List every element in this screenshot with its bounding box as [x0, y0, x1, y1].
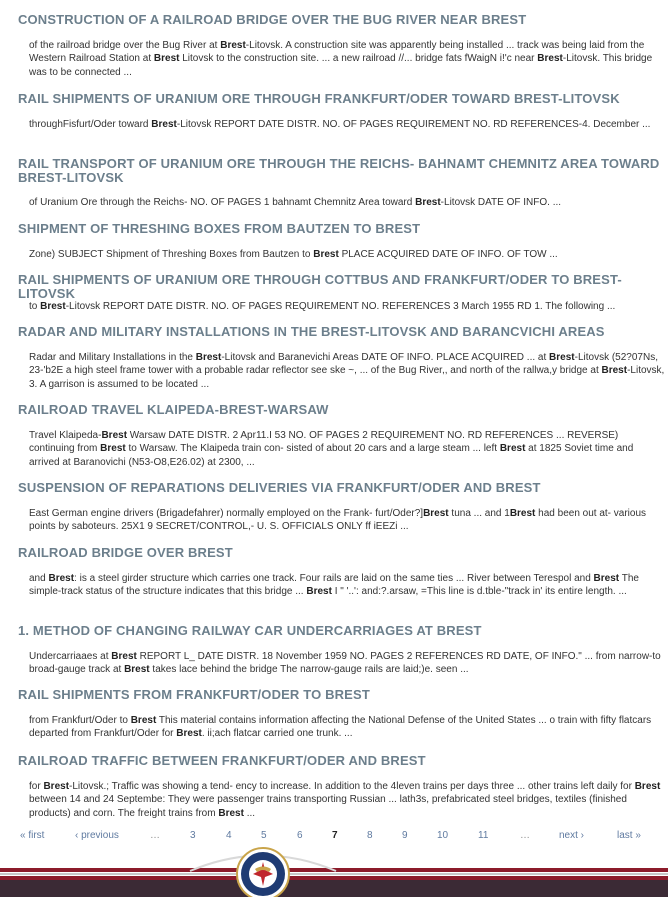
snippet-text: to Warsaw. The Klaipeda train con- sisted of about 20 cars and a large steam ... left: [125, 443, 500, 455]
snippet-highlight: Brest: [111, 651, 137, 662]
snippet-highlight: Brest: [101, 430, 128, 441]
pager-page-8[interactable]: 8: [367, 830, 373, 841]
result-snippet: [29, 351, 665, 391]
result-title-link[interactable]: RAIL SHIPMENTS OF URANIUM ORE THROUGH FRANKFURT/ODER TOWARD BREST-LITOVSK: [18, 91, 620, 106]
snippet-highlight: Brest: [537, 53, 563, 65]
result-snippet: [29, 248, 665, 261]
pager-last-link[interactable]: last »: [617, 830, 641, 841]
result-title-link[interactable]: SHIPMENT OF THRESHING BOXES FROM BAUTZEN TO BREST: [18, 221, 421, 236]
pager-first-link[interactable]: « first: [20, 830, 45, 841]
footer-stripe-middle: [0, 876, 668, 880]
snippet-text: -Litovsk and Baranevichi Areas DATE OF INFO. PLACE ACQUIRED ... at: [221, 352, 550, 363]
snippet-highlight: Brest: [151, 119, 177, 130]
snippet-text: Warsaw DATE DISTR. 2 Apr11.I 53 NO. OF PAGES 2 REQUIREMENT NO. RD REFERENCES ... REVERSE) continuing from: [29, 430, 619, 455]
result-snippet: [29, 300, 665, 313]
snippet-text: ...: [243, 807, 256, 819]
snippet-highlight: Brest: [48, 573, 75, 584]
footer-stripe-silver: [0, 873, 668, 875]
snippet-text: Radar and Military Installations in the: [29, 352, 196, 363]
snippet-highlight: Brest: [601, 365, 628, 377]
snippet-text: throughFisfurt/Oder toward: [29, 119, 152, 130]
snippet-highlight: Brest: [43, 781, 70, 792]
result-snippet: [29, 196, 665, 209]
pager-page-3[interactable]: 3: [190, 830, 196, 841]
snippet-text: -Litovsk. A construction site was apparently being installed ... track was being laid from the Western Railroad Station at: [29, 40, 645, 65]
snippet-text: I " '..': and:?.arsaw, =This line is d.tble-"track in' its entire length. ...: [331, 586, 627, 598]
pagination: [0, 826, 668, 846]
result-snippet: [29, 650, 665, 677]
pager-page-11[interactable]: 11: [478, 830, 489, 841]
pager-page-9[interactable]: 9: [402, 830, 408, 841]
result-title-link[interactable]: SUSPENSION OF REPARATIONS DELIVERIES VIA FRANKFURT/ODER AND BREST: [18, 480, 541, 495]
snippet-highlight: Brest: [124, 664, 150, 676]
result-snippet: [29, 714, 665, 741]
snippet-text: of Uranium Ore through the Reichs- NO. OF PAGES 1 bahnamt Chemnitz Area toward: [29, 197, 416, 208]
snippet-highlight: Brest: [499, 443, 526, 455]
pager-ellipsis: …: [150, 830, 160, 841]
snippet-text: East German engine drivers (Brigadefahrer) normally employed on the Frank- furt/Oder?]: [29, 508, 424, 519]
snippet-text: This material contains information affecting the National Defense of the United States ... o train with fifty flatcars departed from Frankfurt/Oder for: [29, 715, 652, 740]
result-snippet: [29, 429, 665, 469]
snippet-text: . ii;ach flatcar carried one trunk. ...: [201, 728, 353, 740]
result-title-link[interactable]: RAIL SHIPMENTS OF URANIUM ORE THROUGH COTTBUS AND FRANKFURT/ODER TO BREST-LITOVSK: [18, 272, 622, 301]
result-snippet: [29, 572, 665, 599]
snippet-text: takes lace behind the bridge The narrow-gauge rails are laid;)e. seen ...: [149, 664, 469, 676]
result-snippet: [29, 118, 665, 131]
pager-page-6[interactable]: 6: [297, 830, 303, 841]
snippet-text: REPORT L_ DATE DISTR. 18 November 1959 NO. PAGES 2 REFERENCES RD DATE, OF INFO." ... from narrow-to broad-gauge track at: [29, 651, 661, 676]
result-title-link[interactable]: RAILROAD TRAVEL KLAIPEDA-BREST-WARSAW: [18, 402, 329, 417]
snippet-text: -Litovsk. This bridge was to be connected ...: [29, 53, 653, 78]
snippet-text: -Litovsk REPORT DATE DISTR. NO. OF PAGES REQUIREMENT NO. REFERENCES 3 March 1955 RD 1. The following ...: [65, 301, 616, 312]
result-title-link[interactable]: RAILROAD BRIDGE OVER BREST: [18, 545, 233, 560]
result-snippet: [29, 507, 665, 534]
result-title-link[interactable]: RAIL TRANSPORT OF URANIUM ORE THROUGH THE REICHS- BAHNAMT CHEMNITZ AREA TOWARD BREST-LITOVSK: [18, 156, 660, 185]
snippet-text: Zone) SUBJECT Shipment of Threshing Boxes from Bautzen to: [29, 249, 314, 260]
snippet-text: -Litovsk.; Traffic was showing a tend- ency to increase. In addition to the 4leven trains per days three ... other trains left daily for: [69, 781, 635, 792]
result-title-link[interactable]: RAIL SHIPMENTS FROM FRANKFURT/ODER TO BREST: [18, 687, 370, 702]
snippet-text: : is a steel girder structure which carries one track. Four rails are laid on the same ties ... River between Terespol and: [74, 573, 594, 584]
pager-page-10[interactable]: 10: [437, 830, 449, 841]
result-snippet: [29, 780, 665, 820]
snippet-text: to: [29, 301, 41, 312]
result-snippet: [29, 39, 665, 79]
snippet-text: and: [29, 573, 49, 584]
snippet-text: at 1825 Soviet time and arrived at Baranovichi (N53-O8,E26.02) at 2300, ...: [29, 443, 634, 468]
snippet-text: from Frankfurt/Oder to: [29, 715, 131, 726]
snippet-text: -Litovsk DATE OF INFO. ...: [440, 197, 562, 208]
pager-ellipsis: …: [520, 830, 530, 841]
footer-dark-band: [0, 880, 668, 897]
pager-previous-link[interactable]: ‹ previous: [75, 830, 119, 841]
footer-banner: [0, 846, 668, 897]
result-title-link[interactable]: 1. METHOD OF CHANGING RAILWAY CAR UNDERCARRIAGES AT BREST: [18, 623, 482, 638]
snippet-highlight: Brest: [130, 715, 157, 726]
snippet-text: Travel Klaipeda-: [29, 430, 102, 441]
snippet-text: -Litovsk (52?07Ns, 23-'b2E a high steel frame tower with a probable radar reflector see ske ~, ... of the Bug River,, and north of the rallwa,y bridge at: [29, 352, 658, 377]
pager-page-7-current: 7: [332, 830, 338, 841]
snippet-text: between 14 and 24 Septembe: They were passenger trains transporting Russian ... lath3s, prefabricated steel bridges, textiles (finished products) and corn. The freight trains from: [29, 794, 627, 819]
cia-seal-icon[interactable]: [237, 848, 289, 897]
result-title-link[interactable]: RADAR AND MILITARY INSTALLATIONS IN THE BREST-LITOVSK AND BARANCVICHI AREAS: [18, 324, 605, 339]
snippet-highlight: Brest: [423, 508, 449, 519]
snippet-highlight: Brest: [593, 573, 620, 584]
snippet-text: -Litovsk, 3. A garrison is assumed to be located ...: [29, 365, 665, 390]
pager-page-5[interactable]: 5: [261, 830, 267, 841]
snippet-highlight: Brest: [40, 301, 66, 312]
snippet-highlight: Brest: [509, 508, 536, 519]
snippet-highlight: Brest: [306, 586, 332, 598]
snippet-highlight: Brest: [549, 352, 575, 363]
snippet-text: PLACE ACQUIRED DATE OF INFO. OF TOW ...: [338, 249, 558, 260]
snippet-text: -Litovsk REPORT DATE DISTR. NO. OF PAGES REQUIREMENT NO. RD REFERENCES-4. December ...: [176, 119, 651, 130]
snippet-highlight: Brest: [220, 40, 246, 51]
snippet-highlight: Brest: [195, 352, 222, 363]
pager-page-4[interactable]: 4: [226, 830, 232, 841]
snippet-text: had been out at- various points by saboteurs. 25X1 9 SECRET/CONTROL,- U. S. OFFICIALS ONLY ff iEEZi ...: [29, 508, 647, 533]
snippet-text: for: [29, 781, 44, 792]
snippet-text: Litovsk to the construction site. ... a new railroad //... bridge fats fWaigN i!'c near: [179, 53, 538, 65]
result-title-link[interactable]: CONSTRUCTION OF A RAILROAD BRIDGE OVER THE BUG RIVER NEAR BREST: [18, 12, 527, 27]
snippet-text: The simple-track status of the structure indicates that this bridge ...: [29, 573, 639, 598]
snippet-text: tuna ... and 1: [448, 508, 510, 519]
snippet-highlight: Brest: [153, 53, 180, 65]
snippet-highlight: Brest: [176, 728, 202, 740]
snippet-highlight: Brest: [218, 807, 244, 819]
snippet-highlight: Brest: [100, 443, 126, 455]
snippet-text: Undercarriaaes at: [29, 651, 112, 662]
pager-next-link[interactable]: next ›: [559, 830, 585, 841]
snippet-text: of the railroad bridge over the Bug River at: [29, 40, 221, 51]
result-title-link[interactable]: RAILROAD TRAFFIC BETWEEN FRANKFURT/ODER AND BREST: [18, 753, 426, 768]
snippet-highlight: Brest: [313, 249, 339, 260]
site-footer: [0, 846, 668, 897]
snippet-highlight: Brest: [415, 197, 441, 208]
snippet-highlight: Brest: [634, 781, 661, 792]
